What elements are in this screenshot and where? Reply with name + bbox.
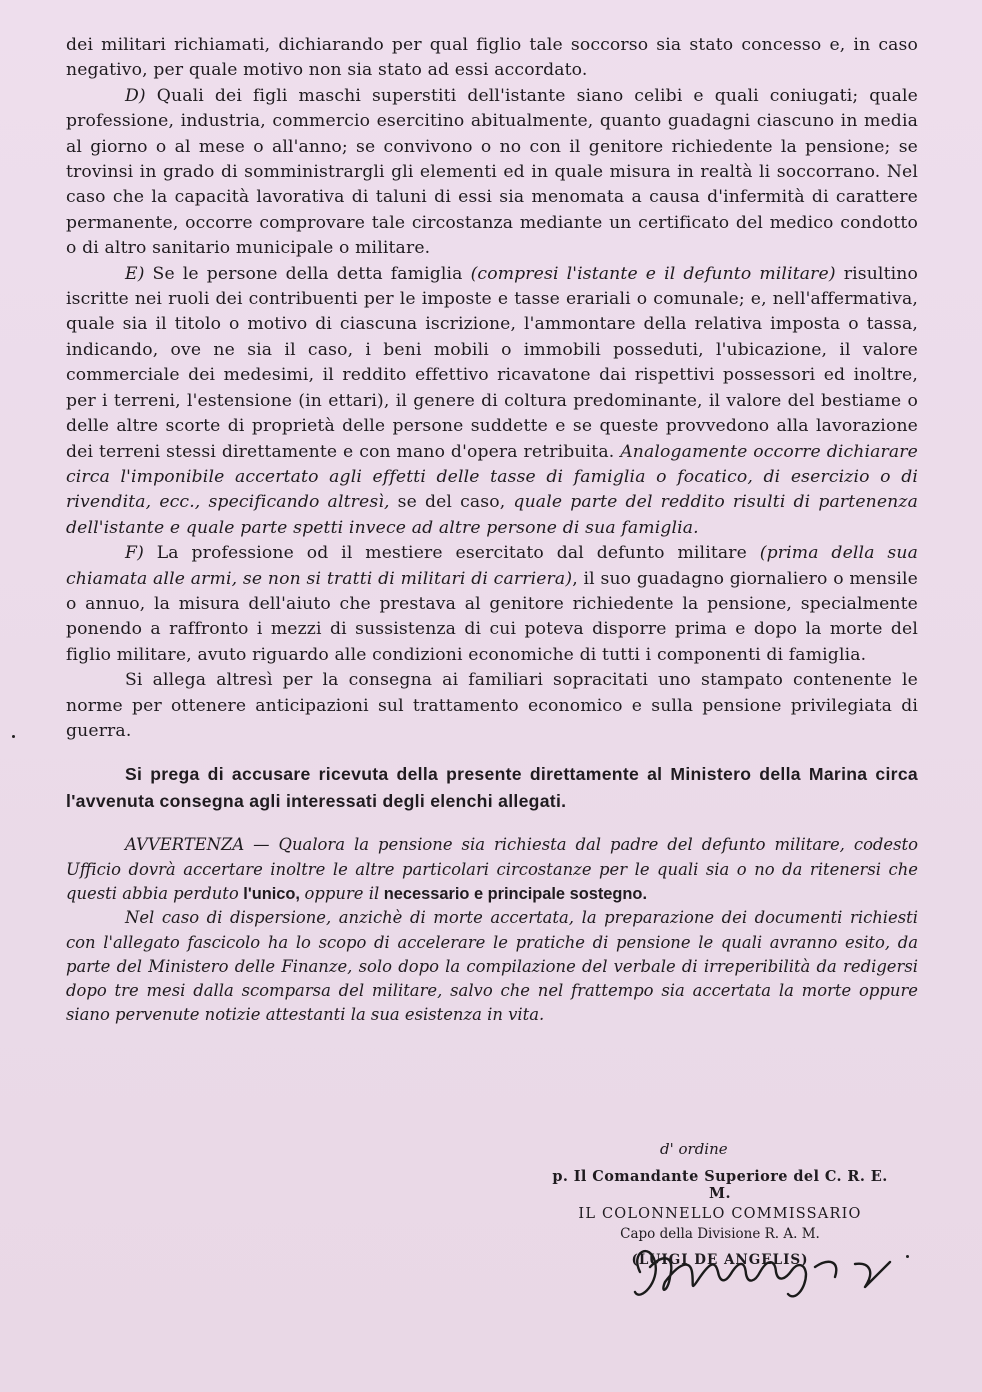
- paragraph-e-text-b: (compresi l'istante e il defunto militare): [470, 263, 836, 284]
- order-line: d' ordine: [660, 1140, 728, 1158]
- paragraph-continuation: dei militari richiamati, dichiarando per qual figlio tale soccorso sia stato concesso e, in caso negativo, per quale motivo non sia stato ad essi accordato.: [66, 35, 918, 81]
- avvertenza-paragraph-2: Nel caso di dispersione, anzichè di morte accertata, la preparazione dei documenti richiesti con l'allegato fascicolo ha lo scopo di accelerare le pratiche di pensione le quali avranno esito, da parte del Ministero delle Finanze, solo dopo la compilazione del verbale di irreperibilità da redigersi dopo tre mesi dalla scomparsa del militare, salvo che nel frattempo sia accertata la morte oppure siano pervenute notizie attestanti la sua esistenza in vita.: [66, 908, 918, 1025]
- ink-speck: [906, 1255, 909, 1258]
- paragraph-d-text: Quali dei figli maschi superstiti dell'istante siano celibi e quali coniugati; quale professione, industria, commercio esercitino abitualmente, quanto guadagni ciascuno in media al giorno o al mese o all'anno; se convivono o no con il genitore richiedente la pensione; se trovinsi in grado di somministrargli gli elementi ed in quale misura in realtà li soccorrano. Nel caso che la capacità lavorativa di taluni di essi sia menomata a causa d'infermità di carattere permanente, occorre comprovare tale circostanza mediante un certificato del medico condotto o di altro sanitario municipale o militare.: [66, 85, 918, 259]
- paragraph-f-text-a: La professione od il mestiere esercitato dal defunto militare: [143, 543, 760, 564]
- ink-speck: [12, 735, 15, 738]
- handwritten-signature: [620, 1232, 910, 1312]
- paragraph-e-text-c: risultino iscritte nei ruoli dei contribuenti per le imposte e tasse erariali o comunale; e, nell'affermativa, quale sia il titolo o motivo di ciascuna iscrizione, l'ammontare della relativa imposta o tassa, indicando, ove ne sia il caso, i beni mobili o immobili posseduti, l'ubicazione, il valore commerciale dei medesimi, il reddito effettivo ricavatone dai rispettivi possessori ed inoltre, per i terreni, l'estensione (in ettari), il genere di coltura predominante, il valore del bestiame o delle altre scorte di proprietà delle persone suddette e se queste provvedono alla lavorazione dei terreni stessi direttamente e con mano d'opera retribuita.: [66, 263, 918, 462]
- paragraph-d-label: D): [125, 85, 146, 106]
- paragraph-e-label: E): [125, 263, 145, 284]
- body-text: [66, 33, 918, 814]
- signatory-name: (LUIGI DE ANGELIS): [631, 1252, 809, 1268]
- avvertenza-bold-1: l'unico,: [238, 884, 305, 903]
- receipt-notice: Si prega di accusare ricevuta della presente direttamente al Ministero della Marina circa l'avvenuta consegna agli interessati degli elenchi allegati.: [66, 764, 918, 811]
- paragraph-f-text-b: (prima della sua chiamata alle armi, se non si tratti di militari di carriera): [66, 543, 918, 589]
- paragraph-attachment: Si allega altresì per la consegna ai familiari sopracitati uno stampato contenente le norme per ottenere anticipazioni sul trattamento economico e sulla pensione privilegiata di guerra.: [66, 670, 918, 741]
- paragraph-f-label: F): [125, 543, 144, 564]
- paragraph-e-text-e: se del caso,: [389, 492, 514, 513]
- paragraph-d: [66, 84, 918, 262]
- avvertenza-bold-2: necessario e principale sostegno.: [379, 884, 647, 903]
- paragraph-e: [66, 262, 918, 541]
- paragraph-f: [66, 541, 918, 668]
- paragraph-e-text-f: quale parte del reddito risulti di partenenza dell'istante e quale parte spetti invece ad altre persone di sua famiglia.: [66, 492, 919, 538]
- paragraph-f-text-c: , il suo guadagno giornaliero o mensile o annuo, la misura dell'aiuto che prestava al genitore richiedente la pensione, specialmente ponendo a raffronto i mezzi di sussistenza di cui poteva disporre prima e dopo la morte del figlio militare, avuto riguardo alle condizioni economiche di tutti i componenti di famiglia.: [66, 568, 918, 665]
- avvertenza-text-1: AVVERTENZA — Qualora la pensione sia richiesta dal padre del defunto militare, codesto Ufficio dovrà accertare inoltre le altre particolari circostanze per le quali sia o no da ritenersi che questi abbia perduto: [66, 835, 918, 903]
- avvertenza-paragraph-1: [66, 833, 918, 906]
- division-line: Capo della Divisione R. A. M.: [620, 1226, 820, 1242]
- avvertenza-text-2: oppure il: [304, 883, 380, 903]
- commander-line: p. Il Comandante Superiore del C. R. E. M.: [552, 1168, 888, 1202]
- paragraph-e-text-a: Se le persone della detta famiglia: [144, 263, 471, 284]
- paragraph-e-text-d: Analogamente occorre dichiarare circa l'imponibile accertato agli effetti delle tasse di famiglia o focatico, di esercizio o di rivendita, ecc., specificando altresì,: [66, 441, 918, 513]
- avvertenza-section: [66, 833, 918, 1027]
- rank-line: IL COLONNELLO COMMISSARIO: [578, 1206, 862, 1222]
